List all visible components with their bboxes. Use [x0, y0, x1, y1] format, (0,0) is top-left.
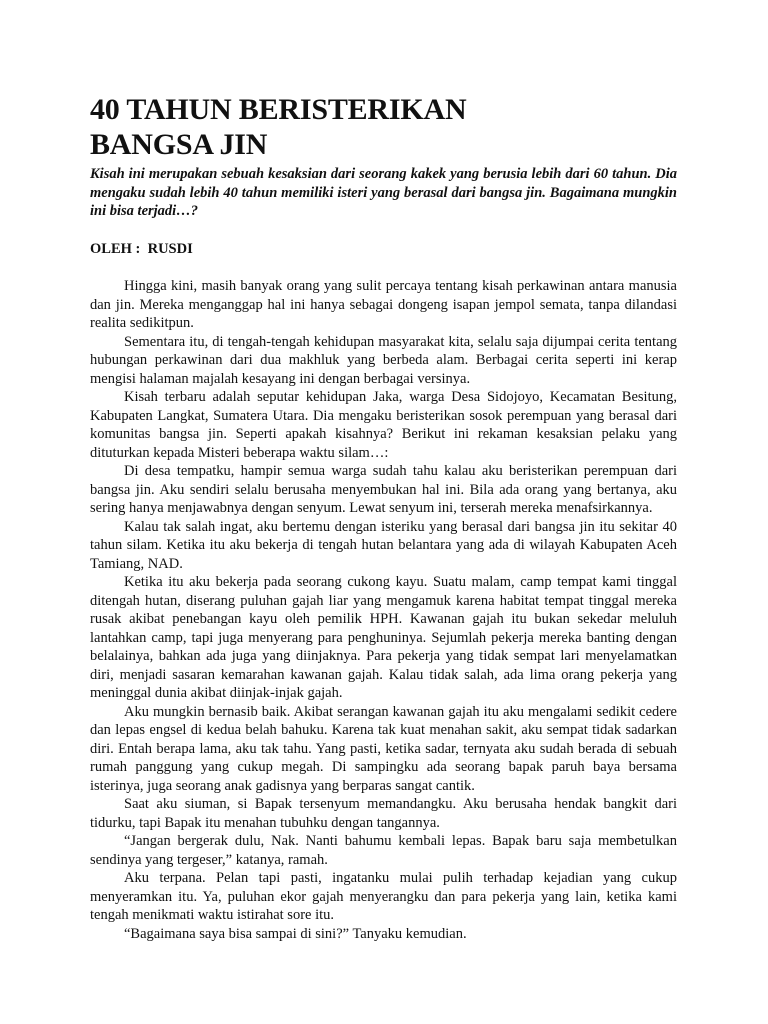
- document-page: [90, 92, 677, 943]
- article-body: [90, 277, 677, 943]
- body-paragraph: Aku mungkin bernasib baik. Akibat serangan kawanan gajah itu aku mengalami sedikit cedere dan lepas engsel di kedua belah bahuku. Karena tak kuat menahan sakit, aku sempat tidak sadarkan diri. Entah berapa lama, aku tak tahu. Yang pasti, ketika sadar, ternyata aku sudah berada di sebuah rumah panggung yang cukup megah. Di sampingku ada seorang bapak paruh baya bersama isterinya, juga seorang anak gadisnya yang berparas sangat cantik.: [90, 703, 677, 794]
- body-paragraph: Kalau tak salah ingat, aku bertemu dengan isteriku yang berasal dari bangsa jin itu sekitar 40 tahun silam. Ketika itu aku bekerja di tengah hutan belantara yang ada di wilayah Kabupaten Aceh Tamiang, NAD.: [90, 518, 677, 572]
- body-paragraph: Di desa tempatku, hampir semua warga sudah tahu kalau aku beristerikan perempuan dari bangsa jin. Aku sendiri selalu berusaha menyembukan hal ini. Bila ada orang yang bertanya, aku sering hanya menjawabnya dengan senyum. Lewat senyum ini, terserah mereka menafsirkannya.: [90, 463, 677, 516]
- article-title-line-1: 40 TAHUN BERISTERIKAN: [90, 93, 467, 126]
- body-paragraph: Aku terpana. Pelan tapi pasti, ingatanku mulai pulih terhadap kejadian yang cukup menyeramkan itu. Ya, puluhan ekor gajah menyerangku dan para pekerja yang lain, ketika kami tengah menikmati waktu istirahat sore itu.: [90, 870, 677, 923]
- body-paragraph: Ketika itu aku bekerja pada seorang cukong kayu. Suatu malam, camp tempat kami tinggal ditengah hutan, diserang puluhan gajah liar yang mengamuk karena habitat tempat tinggal mereka rusak akibat penebangan kayu oleh pemilik HPH. Kawanan gajah itu bukan sekedar meluluh lantahkan camp, tapi juga menyerang para penghuninya. Sejumlah pekerja mereka banting dengan belalainya, bahkan ada juga yang diinjaknya. Para pekerja yang tidak sempat lari menyelamatkan diri, menjadi sasaran kemarahan kawanan gajah. Kalau tidak salah, ada lima orang pekerja yang meninggal dunia akibat diinjak-injak gajah.: [90, 574, 677, 701]
- body-paragraph: Hingga kini, masih banyak orang yang sulit percaya tentang kisah perkawinan antara manusia dan jin. Mereka menganggap hal ini hanya sebagai dongeng isapan jempol semata, tanpa dilandasi realita sedikitpun.: [90, 278, 677, 331]
- article-byline: OLEH : RUSDI: [90, 240, 193, 257]
- body-paragraph: Kisah terbaru adalah seputar kehidupan Jaka, warga Desa Sidojoyo, Kecamatan Besitung, Kabupaten Langkat, Sumatera Utara. Dia mengaku beristerikan sosok perempuan yang berasal dari komunitas bangsa jin. Seperti apakah kisahnya? Berikut ini rekaman kesaksian pelaku yang dituturkan kepada Misteri beberapa waktu silam…:: [90, 389, 677, 461]
- body-paragraph: “Jangan bergerak dulu, Nak. Nanti bahumu kembali lepas. Bapak baru saja membetulkan sendinya yang tergeser,” katanya, ramah.: [90, 833, 677, 868]
- body-paragraph: Sementara itu, di tengah-tengah kehidupan masyarakat kita, selalu saja dijumpai cerita tentang hubungan perkawinan dari dua makhluk yang berbeda alam. Berbagai cerita seperti ini kerap mengisi halaman majalah kesayang ini dengan berbagai versinya.: [90, 333, 677, 387]
- body-paragraph: Saat aku siuman, si Bapak tersenyum memandangku. Aku berusaha hendak bangkit dari tidurku, tapi Bapak itu menahan tubuhku dengan tangannya.: [90, 796, 677, 831]
- body-paragraph: “Bagaimana saya bisa sampai di sini?” Tanyaku kemudian.: [124, 925, 467, 942]
- article-title: [90, 92, 677, 162]
- article-title-line-2: BANGSA JIN: [90, 128, 268, 161]
- article-lead: Kisah ini merupakan sebuah kesaksian dari seorang kakek yang berusia lebih dari 60 tahun. Dia mengaku sudah lebih 40 tahun memiliki isteri yang berasal dari bangsa jin. Bagaimana mungkin ini bisa terjadi…?: [90, 166, 677, 219]
